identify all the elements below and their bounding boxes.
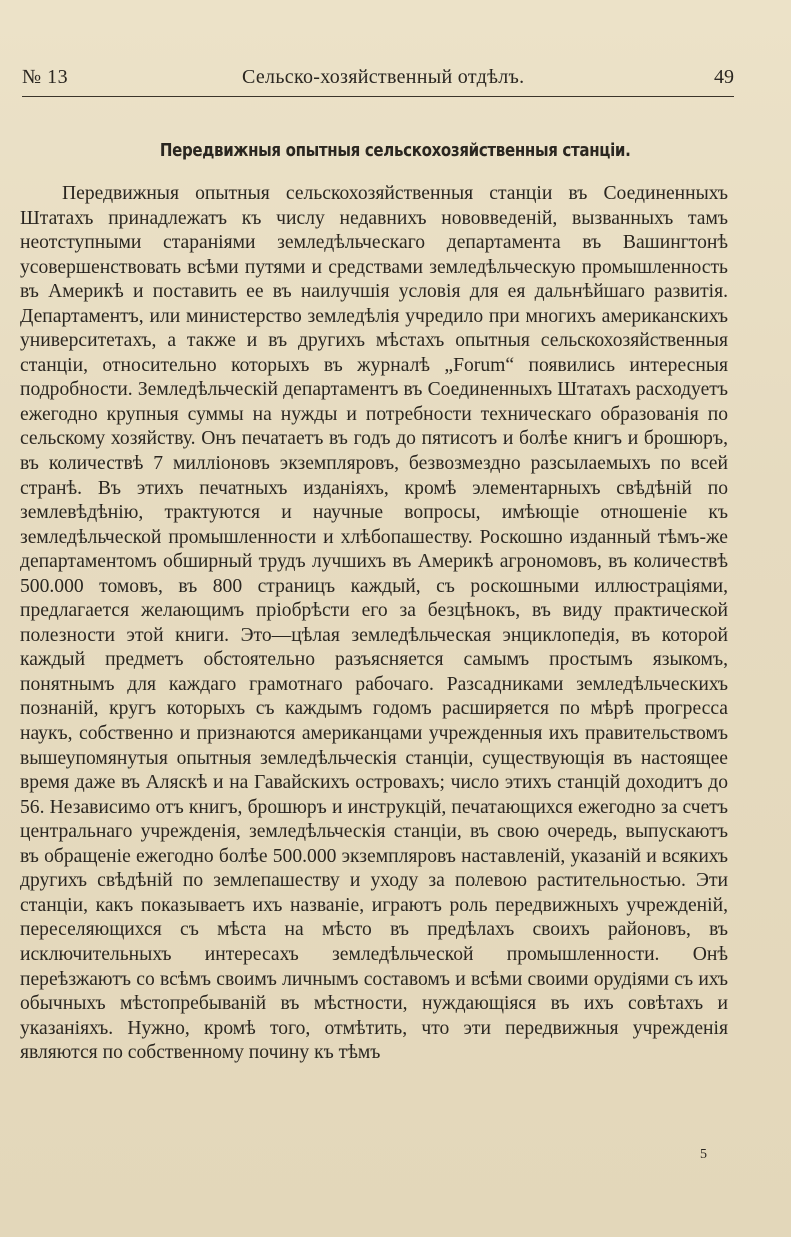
- page-number: 49: [714, 66, 734, 88]
- running-header: [22, 62, 734, 98]
- article-paragraph: Передвижныя опытныя сельскохозяйственныя станціи въ Соединенныхъ Штатахъ принадлежатъ къ числу недавнихъ нововведеній, вызванныхъ тамъ неотступными стараніями земледѣльческаго департамента въ Вашингтонѣ усовершенствовать всѣми путями и средствами земледѣльческую промышленность въ Америкѣ и поставить ее въ наилучшія условія для ея дальнѣйшаго развитія. Департаментъ, или министерство земледѣлія учредило при многихъ американскихъ университетахъ, а также и въ другихъ мѣстахъ опытныя сельскохозяйственныя станціи, относительно которыхъ въ журналѣ „Forum“ появились интересныя подробности. Земледѣльческій департаментъ въ Соединенныхъ Штатахъ расходуетъ ежегодно крупныя суммы на нужды и потребности техническаго образованія по сельскому хозяйству. Онъ печатаетъ въ годъ до пятисотъ и болѣе книгъ и брошюръ, въ количествѣ 7 милліоновъ экземпляровъ, безвозмездно разсылаемыхъ по всей странѣ. Въ этихъ печатныхъ изданіяхъ, кромѣ элементарныхъ свѣдѣній по землевѣдѣнію, трактуются и научные вопросы, имѣющіе отношеніе къ земледѣльческой промышленности и хлѣбопашеству. Роскошно изданный тѣмъ-же департаментомъ обширный трудъ лучшихъ въ Америкѣ агрономовъ, въ количествѣ 500.000 томовъ, въ 800 страницъ каждый, съ роскошными иллюстраціями, предлагается желающимъ пріобрѣсти его за безцѣнокъ, въ виду практической полезности этой книги. Это—цѣлая земледѣльческая энциклопедія, въ которой каждый предметъ обстоятельно разъясняется самымъ простымъ языкомъ, понятнымъ для каждаго грамотнаго рабочаго. Разсадниками земледѣльческихъ познаній, кругъ которыхъ съ каждымъ годомъ расширяется по мѣрѣ прогресса наукъ, собственно и признаются американцами учрежденныя ихъ правительствомъ вышеупомянутыя опытныя земледѣльческія станціи, существующія въ настоящее время даже въ Аляскѣ и на Гавайскихъ островахъ; число этихъ станцій доходитъ до 56. Независимо отъ книгъ, брошюръ и инструкцій, печатающихся ежегодно за счетъ центральнаго учрежденія, земледѣльческія станціи, въ свою очередь, выпускаютъ въ обращеніе ежегодно болѣе 500.000 экземпляровъ наставленій, указаній и всякихъ другихъ свѣдѣній по землепашеству и уходу за полевою растительностью. Эти станціи, какъ показываетъ ихъ названіе, играютъ роль передвижныхъ учрежденій, переселяющихся съ мѣста на мѣсто въ предѣлахъ своихъ районовъ, въ исключительныхъ интересахъ земледѣльческой промышленности. Онѣ переѣзжаютъ со всѣмъ своимъ личнымъ составомъ и всѣми своими орудіями съ ихъ обычныхъ мѣстопребываній въ мѣстности, нуждающіяся въ ихъ совѣтахъ и указаніяхъ. Нужно, кромѣ того, отмѣтить, что эти передвижныя учрежденія являются по собственному почину къ тѣмъ: [20, 183, 728, 1064]
- issue-number: № 13: [22, 66, 69, 88]
- signature-mark: 5: [700, 1147, 707, 1162]
- section-name: Сельско-хозяйственный отдѣлъ.: [242, 66, 525, 88]
- header-rule: [22, 96, 734, 97]
- article-title: Передвижныя опытныя сельскохозяйственныя станціи.: [159, 141, 631, 161]
